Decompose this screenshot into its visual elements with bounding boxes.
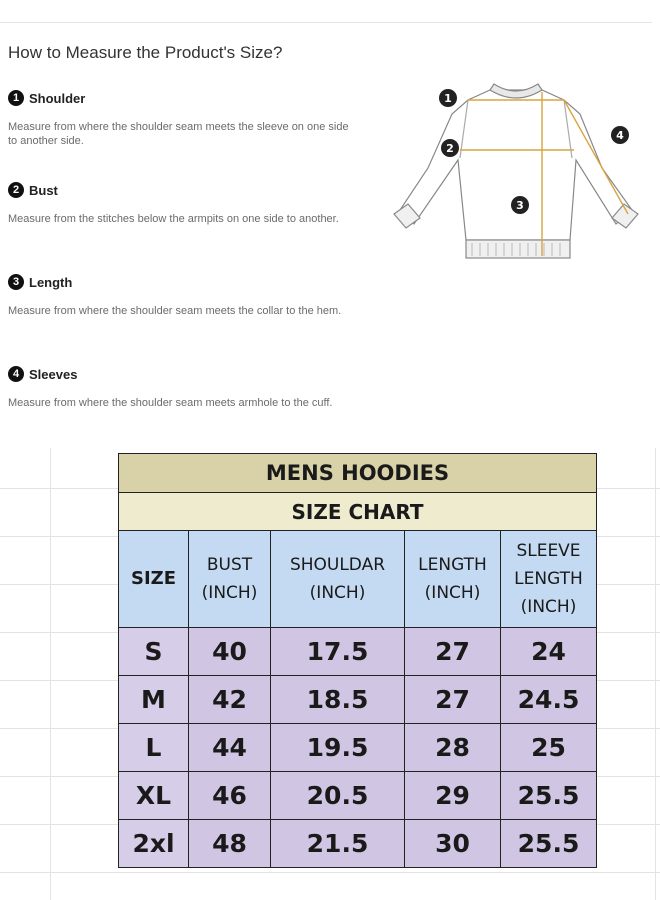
cell-length: 28 (405, 724, 501, 772)
header-shoulder: SHOULDAR (INCH) (271, 531, 405, 628)
hoodie-hem (466, 240, 570, 258)
guide-title: How to Measure the Product's Size? (8, 43, 283, 62)
cell-shoulder: 19.5 (271, 724, 405, 772)
number-2-icon: 2 (8, 182, 24, 198)
cell-sleeve-length: 24.5 (501, 676, 597, 724)
header-size: SIZE (119, 531, 189, 628)
cell-bust: 48 (189, 820, 271, 868)
top-divider (0, 22, 652, 23)
measure-desc-shoulder: Measure from where the shoulder seam meets the sleeve on one side to another side. (8, 121, 349, 147)
cell-size: XL (119, 772, 189, 820)
marker-4-label: 4 (616, 129, 624, 142)
measure-desc-bust: Measure from the stitches below the armpits on one side to another. (8, 213, 339, 225)
cell-bust: 40 (189, 628, 271, 676)
table-row (119, 820, 597, 868)
hoodie-outline (400, 90, 632, 240)
measure-item-sleeves (8, 366, 368, 410)
cell-shoulder: 17.5 (271, 628, 405, 676)
table-title-row (119, 454, 597, 493)
size-chart-table (118, 453, 597, 868)
measure-label-bust: Bust (29, 182, 58, 198)
table-subtitle: SIZE CHART (119, 493, 597, 531)
measure-desc-sleeves: Measure from where the shoulder seam meets armhole to the cuff. (8, 397, 333, 409)
table-row (119, 772, 597, 820)
cell-size: 2xl (119, 820, 189, 868)
table-title: MENS HOODIES (119, 454, 597, 493)
measure-label-sleeves: Sleeves (29, 366, 78, 382)
cell-sleeve-length: 25.5 (501, 820, 597, 868)
table-row (119, 724, 597, 772)
cell-sleeve-length: 24 (501, 628, 597, 676)
cell-bust: 46 (189, 772, 271, 820)
number-4-icon: 4 (8, 366, 24, 382)
cell-shoulder: 21.5 (271, 820, 405, 868)
cell-shoulder: 20.5 (271, 772, 405, 820)
header-length: LENGTH (INCH) (405, 531, 501, 628)
number-1-icon: 1 (8, 90, 24, 106)
cell-sleeve-length: 25 (501, 724, 597, 772)
table-row (119, 628, 597, 676)
table-row (119, 676, 597, 724)
measure-item-shoulder (8, 90, 368, 148)
cell-shoulder: 18.5 (271, 676, 405, 724)
cell-length: 27 (405, 676, 501, 724)
table-subtitle-row (119, 493, 597, 531)
cell-size: L (119, 724, 189, 772)
measure-item-bust (8, 182, 368, 226)
cell-size: M (119, 676, 189, 724)
hoodie-diagram (380, 78, 650, 278)
header-sleeve-length: SLEEVE LENGTH (INCH) (501, 531, 597, 628)
number-3-icon: 3 (8, 274, 24, 290)
header-bust: BUST (INCH) (189, 531, 271, 628)
measure-desc-length: Measure from where the shoulder seam meets the collar to the hem. (8, 305, 342, 317)
cell-sleeve-length: 25.5 (501, 772, 597, 820)
cell-length: 27 (405, 628, 501, 676)
cell-length: 30 (405, 820, 501, 868)
measure-label-shoulder: Shoulder (29, 90, 86, 106)
measure-item-length (8, 274, 368, 318)
marker-3-label: 3 (516, 199, 524, 212)
marker-1-label: 1 (444, 92, 452, 105)
measure-label-length: Length (29, 274, 73, 290)
cell-size: S (119, 628, 189, 676)
cell-bust: 44 (189, 724, 271, 772)
marker-2-label: 2 (446, 142, 454, 155)
cell-bust: 42 (189, 676, 271, 724)
table-header-row (119, 531, 597, 628)
cell-length: 29 (405, 772, 501, 820)
